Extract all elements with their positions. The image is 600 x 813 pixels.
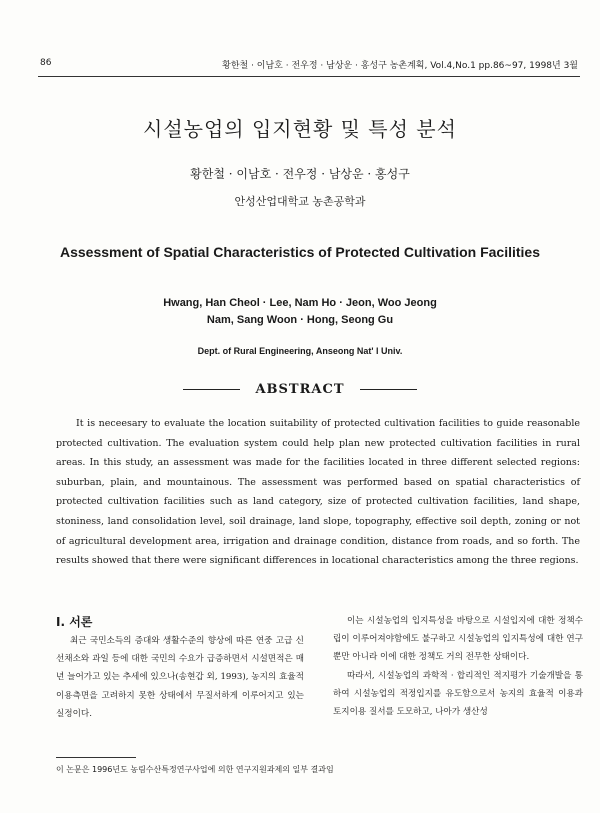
affiliation-korean: 안성산업대학교 농촌공학과: [234, 195, 366, 208]
affiliation-english: Dept. of Rural Engineering, Anseong Nat' l Univ.: [197, 346, 403, 356]
intro-paragraph-3: 따라서, 시설농업의 과학적 · 합리적인 적지평가 기술개발을 통하여 시설농업의 적정입지를 유도함으로서 농지의 효율적 이용과 토지이용 질서를 도모하고, 나아가 생산성: [333, 670, 583, 718]
abstract-text: It is neceesary to evaluate the location suitability of protected cultivation facilities to guide reasonable protected cultivation. The evaluation system could help plan new protected cultivation facilities in rural areas. In this study, an assessment was made for the facilities located in three different selected regions: suburban, plain, and mountainous. The assessment was performed based on spatial characteristics of protected cultivation facilities such as land category, size of protected cultivation facilities, land shape, stoniness, land consolidation level, soil drainage, land slope, topography, effective soil depth, zoning or not of agricultural development area, irrigation and drainage condition, distance from roads, and so forth. The results showed that there were significant differences in locational characteristics among the three regions.: [56, 418, 580, 567]
intro-paragraph-2: 이는 시설농업의 입지특성을 바탕으로 시설입지에 대한 정책수립이 이루어져야함에도 불구하고 시설농업의 입지특성에 대한 연구 뿐만 아니라 이에 대한 정책도 거의 전무한 상태이다.: [333, 616, 583, 663]
running-header: [40, 58, 578, 74]
abstract-rule-right: [360, 389, 417, 390]
journal-citation: 황한철 · 이남호 · 전우정 · 남상운 · 홍성구 농촌계획, Vol.4,No.1 pp.86~97, 1998년 3월: [222, 61, 578, 71]
title-korean: 시설농업의 입지현황 및 특성 분석: [143, 117, 457, 141]
left-column: [56, 632, 304, 723]
footnote: 이 논문은 1996년도 농림수산특정연구사업에 의한 연구지원과제의 일부 결과임: [56, 765, 334, 774]
abstract-heading-row: [0, 379, 600, 398]
authors-english-line1: Hwang, Han Cheol · Lee, Nam Ho · Jeon, Woo Jeong: [163, 297, 437, 309]
abstract-rule-left: [183, 389, 240, 390]
abstract-heading: ABSTRACT: [255, 382, 345, 397]
abstract-body: [56, 414, 580, 571]
footnote-rule: [56, 757, 136, 758]
intro-paragraph-1: 최근 국민소득의 증대와 생활수준의 향상에 따른 연중 고급 신선채소와 과일 등에 대한 국민의 수요가 급증하면서 시설면적은 매년 늘어가고 있는 추세에 있으나(송현갑 외, 1993), 농지의 효율적 이용측면을 고려하지 못한 상태에서 무질서하게 이루어지고 있는 실정이다.: [56, 636, 304, 719]
authors-korean: 황한철 · 이남호 · 전우정 · 남상운 · 홍성구: [190, 167, 410, 181]
section-title-introduction: Ⅰ. 서론: [56, 615, 93, 629]
authors-english-line2: Nam, Sang Woon · Hong, Seong Gu: [206, 314, 394, 326]
title-english: Assessment of Spatial Characteristics of Protected Cultivation Facilities: [59, 244, 541, 260]
right-column: [333, 612, 583, 721]
page-number: 86: [40, 58, 52, 68]
header-rule: [38, 76, 580, 77]
